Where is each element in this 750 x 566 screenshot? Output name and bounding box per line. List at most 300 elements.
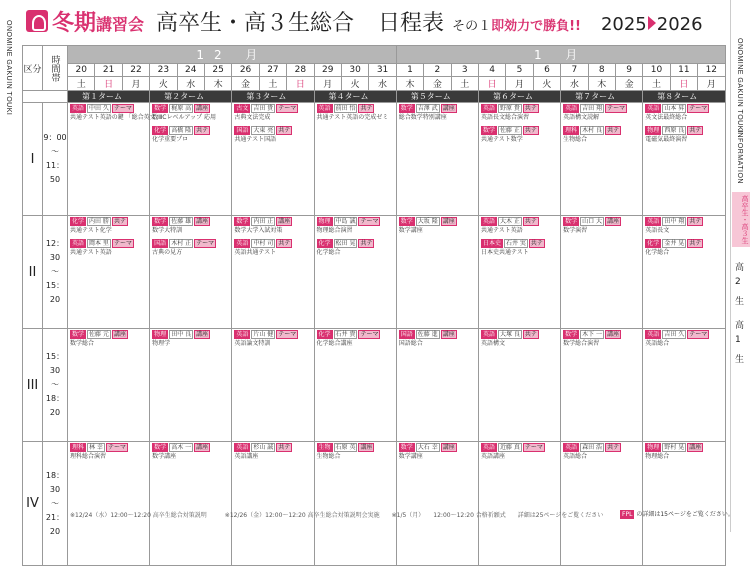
- lecture-cell: [643, 103, 725, 216]
- subject-tag: 英語: [565, 444, 578, 451]
- subject-tag: 化学: [318, 240, 331, 247]
- lecture-entry[interactable]: [317, 239, 394, 257]
- day-number: 28: [287, 64, 314, 77]
- course-kind-tag: 講座: [689, 444, 702, 451]
- course-kind-tag: 共テ: [278, 444, 291, 451]
- course-kind-tag: テーマ: [107, 444, 126, 451]
- legend-tag: FPL: [622, 511, 633, 518]
- day-of-week: 日: [95, 77, 122, 91]
- lecture-title: 数学演習: [563, 227, 588, 234]
- day-number: 11: [670, 64, 697, 77]
- lecture-title: 英語講座: [234, 453, 259, 460]
- teacher-name: 中村 司: [253, 240, 274, 247]
- lecture-cell: [396, 103, 478, 216]
- period-number: III: [23, 329, 43, 442]
- lecture-cell: [478, 329, 560, 442]
- teacher-name: 松田 晃: [335, 240, 356, 247]
- term-header: 第５ターム: [396, 91, 478, 103]
- lecture-entry[interactable]: [234, 239, 311, 257]
- lecture-entry[interactable]: [234, 330, 311, 348]
- day-number: 30: [341, 64, 368, 77]
- lecture-title: 数学講座: [398, 453, 423, 460]
- lecture-cell: [561, 216, 643, 329]
- day-number: 31: [369, 64, 396, 77]
- lecture-title: 共通テスト数学: [480, 136, 523, 143]
- lecture-cell: [314, 329, 396, 442]
- lecture-tags: [317, 104, 394, 113]
- lecture-entry[interactable]: [399, 104, 476, 122]
- period-number: II: [23, 216, 43, 329]
- subject-tag: 物理: [647, 444, 660, 451]
- period-time-start: 15：30: [45, 352, 65, 375]
- course-kind-tag: 共テ: [689, 218, 702, 225]
- lecture-cell: [643, 442, 725, 566]
- day-of-week: 日: [478, 77, 505, 91]
- lecture-entry[interactable]: [70, 443, 147, 461]
- lecture-tags: [317, 330, 394, 339]
- lecture-entry[interactable]: [563, 443, 640, 461]
- lecture-tags: [234, 104, 311, 113]
- lecture-tags: [645, 239, 722, 248]
- lecture-entry[interactable]: [645, 104, 722, 122]
- day-of-week: 火: [533, 77, 560, 91]
- day-number: 6: [533, 64, 560, 77]
- subject-tag: 理科: [72, 444, 85, 451]
- subject-tag: 英語: [72, 105, 85, 112]
- term-header: 第３ターム: [232, 91, 314, 103]
- right-side-info: INFORMATION: [736, 130, 743, 184]
- subject-tag: 国語: [236, 127, 249, 134]
- day-number: 1: [396, 64, 423, 77]
- lecture-title: 国語総合: [398, 340, 423, 347]
- teacher-name: 内田 勝: [89, 218, 109, 225]
- subject-tag: 英語: [482, 331, 495, 338]
- teacher-name: 林 幸: [89, 444, 103, 451]
- course-kind-tag: テーマ: [278, 105, 297, 112]
- lecture-title: 共通テスト英語: [70, 249, 112, 256]
- course-kind-tag: 講座: [442, 331, 455, 338]
- subject-tag: 日本史: [482, 240, 501, 247]
- lecture-title: 共通テスト化学: [70, 227, 112, 234]
- page-header: [52, 6, 703, 40]
- lecture-cell: [478, 442, 560, 566]
- day-of-week: 日: [670, 77, 697, 91]
- lecture-title: 電磁気最終演習: [645, 136, 688, 143]
- teacher-name: 吉澤 武: [417, 105, 438, 112]
- course-kind-tag: テーマ: [360, 218, 379, 225]
- period-time-tilde: 〜: [51, 498, 59, 508]
- subject-tag: 化学: [318, 331, 331, 338]
- teacher-name: 大坂 隆: [417, 218, 438, 225]
- course-kind-tag: 講座: [442, 444, 455, 451]
- term-header: 第１ターム: [68, 91, 150, 103]
- lecture-tags: [234, 239, 311, 248]
- lecture-title: 数学総合演習: [563, 340, 600, 347]
- period-time: [43, 442, 68, 566]
- lecture-title: 共通テスト英語: [480, 227, 523, 234]
- lecture-entry[interactable]: [563, 126, 640, 144]
- day-of-week: 火: [150, 77, 177, 91]
- teacher-name: 内田 正: [253, 218, 274, 225]
- term-header: 第７ターム: [561, 91, 643, 103]
- day-number: 22: [122, 64, 149, 77]
- period-number: IV: [23, 442, 43, 566]
- teacher-name: 吉田 久: [664, 331, 685, 338]
- day-of-week: 月: [314, 77, 341, 91]
- lecture-cell: [150, 216, 232, 329]
- lecture-tags: [234, 217, 311, 226]
- lecture-entry[interactable]: [563, 330, 640, 348]
- lecture-entry[interactable]: [234, 104, 311, 122]
- day-number: 2: [424, 64, 451, 77]
- term-header: 第２ターム: [150, 91, 232, 103]
- lecture-title: 数学講座: [152, 453, 177, 460]
- day-number: 26: [232, 64, 259, 77]
- day-number: 29: [314, 64, 341, 77]
- lecture-tags: [563, 104, 640, 113]
- lecture-title: 共通テスト国語: [234, 136, 277, 143]
- teacher-name: 佐藤 雄: [171, 218, 192, 225]
- lecture-entry[interactable]: [70, 330, 147, 348]
- period-number: I: [23, 103, 43, 216]
- lecture-cell: [396, 216, 478, 329]
- lecture-tags: [481, 217, 558, 226]
- term-row: [23, 91, 726, 103]
- teacher-name: 金井 晃: [664, 240, 685, 247]
- lecture-tags: [152, 217, 229, 226]
- teacher-name: 木村 正: [171, 240, 192, 247]
- g1-char-3: 生: [735, 355, 745, 365]
- lecture-entry[interactable]: [317, 330, 394, 348]
- course-kind-tag: 講座: [196, 105, 209, 112]
- subject-tag: 英語: [236, 331, 249, 338]
- lecture-entry[interactable]: [645, 330, 722, 348]
- period-body: [23, 103, 726, 566]
- course-kind-tag: 講座: [442, 218, 455, 225]
- lecture-title: 数ⅢCレベルアップ 応用: [152, 114, 216, 121]
- course-kind-tag: 共テ: [278, 240, 291, 247]
- lecture-entry[interactable]: [152, 239, 229, 257]
- day-number: 21: [95, 64, 122, 77]
- course-kind-tag: 共テ: [530, 240, 543, 247]
- lecture-entry[interactable]: [152, 126, 229, 144]
- lecture-cell: [150, 103, 232, 216]
- lecture-tags: [481, 443, 558, 452]
- lecture-title: 化学総合: [645, 249, 670, 256]
- g1-char-1: 高: [735, 321, 745, 331]
- period-time-end: 21：20: [45, 512, 65, 536]
- lecture-tags: [645, 104, 722, 113]
- day-number: 24: [177, 64, 204, 77]
- g1-char-2: 1: [735, 335, 741, 345]
- lecture-entry[interactable]: [563, 217, 640, 235]
- course-kind-tag: 共テ: [689, 240, 702, 247]
- period-time-end: 11：50: [45, 161, 65, 184]
- period-time-start: 9：00: [43, 133, 67, 142]
- lecture-entry[interactable]: [317, 217, 394, 235]
- lecture-tags: [481, 330, 558, 339]
- day-number: 12: [698, 64, 725, 77]
- lecture-entry[interactable]: [481, 239, 558, 257]
- lecture-cell: [314, 216, 396, 329]
- lecture-title: 古典文法完成: [234, 114, 271, 121]
- lecture-entry[interactable]: [152, 330, 229, 348]
- teacher-name: 山本 昇: [664, 105, 685, 112]
- day-of-week: 水: [369, 77, 396, 91]
- lecture-entry[interactable]: [481, 217, 558, 235]
- teacher-name: 片山 健: [253, 331, 274, 338]
- day-of-week: 月: [506, 77, 533, 91]
- lecture-title: 共通テスト英語の完成ゼミ: [316, 114, 389, 121]
- course-kind-tag: テーマ: [689, 331, 708, 338]
- subject-tag: 数学: [154, 105, 167, 112]
- course-kind-tag: 講座: [278, 218, 291, 225]
- day-of-week: 金: [424, 77, 451, 91]
- lecture-title: 化学重要プロ: [152, 136, 189, 143]
- course-kind-tag: 共テ: [607, 127, 620, 134]
- lecture-tags: [645, 443, 722, 452]
- day-of-week: 金: [232, 77, 259, 91]
- legend-text: の詳細は15ページをご覧ください。: [636, 511, 734, 518]
- period-time-end: 15：20: [45, 281, 65, 304]
- lecture-tags: [152, 330, 229, 339]
- lecture-cell: [643, 216, 725, 329]
- course-kind-tag: 講座: [360, 444, 373, 451]
- lecture-entry[interactable]: [317, 104, 394, 122]
- lecture-title: 化学総合: [316, 249, 341, 256]
- teacher-name: 石原 英: [335, 444, 356, 451]
- lecture-entry[interactable]: [481, 443, 558, 461]
- lecture-entry[interactable]: [645, 126, 722, 144]
- corner-kubun: 区分: [23, 46, 43, 91]
- lecture-title: 理科総合演習: [70, 453, 107, 460]
- period-time-tilde: 〜: [51, 380, 59, 389]
- period-time-tilde: 〜: [51, 147, 59, 156]
- teacher-name: 石井 貴: [335, 331, 356, 338]
- lecture-title: 物理総合演習: [316, 227, 353, 234]
- period-row: [23, 329, 726, 442]
- subject-tag: 英語: [647, 331, 660, 338]
- day-number: 8: [588, 64, 615, 77]
- lecture-entry[interactable]: [399, 217, 476, 235]
- subject-tag: 国語: [154, 240, 167, 247]
- lecture-entry[interactable]: [152, 104, 229, 122]
- teacher-name: 中田 久: [89, 105, 109, 112]
- lecture-cell: [561, 442, 643, 566]
- lecture-title: 英文法最終総合: [645, 114, 688, 121]
- lecture-entry[interactable]: [152, 217, 229, 235]
- lecture-title: 英語講座: [480, 453, 505, 460]
- teacher-name: 木下 一: [582, 331, 603, 338]
- lecture-entry[interactable]: [234, 217, 311, 235]
- course-kind-tag: テーマ: [113, 105, 132, 112]
- lecture-title: 英語長文: [645, 227, 670, 234]
- day-of-week: 金: [615, 77, 642, 91]
- period-time-tilde: 〜: [51, 267, 59, 276]
- subject-tag: 数学: [400, 218, 413, 225]
- lecture-title: 古典の見方: [152, 249, 183, 256]
- lecture-tags: [563, 217, 640, 226]
- teacher-name: 前田 悟: [335, 105, 356, 112]
- day-number-row: [23, 64, 726, 77]
- subject-tag: 物理: [647, 127, 660, 134]
- lecture-entry[interactable]: [234, 126, 311, 144]
- lecture-entry[interactable]: [645, 217, 722, 235]
- teacher-name: 大木 正: [499, 218, 520, 225]
- subject-tag: 数学: [154, 444, 167, 451]
- course-kind-tag: 講座: [113, 331, 126, 338]
- schedule-title: 日程表: [378, 11, 445, 36]
- period-row: [23, 216, 726, 329]
- lecture-entry[interactable]: [481, 104, 558, 122]
- day-of-week: 木: [204, 77, 231, 91]
- day-number: 25: [204, 64, 231, 77]
- lecture-entry[interactable]: [399, 330, 476, 348]
- course-kind-tag: テーマ: [689, 105, 708, 112]
- lecture-title: 日本史共通テスト: [480, 249, 529, 256]
- lecture-entry[interactable]: [152, 443, 229, 461]
- course-kind-tag: 共テ: [196, 127, 209, 134]
- subject-tag: 物理: [154, 331, 167, 338]
- left-side-text: ONOMINE GAKUIN TOUKI: [5, 20, 12, 116]
- schedule-table: [22, 45, 726, 566]
- day-number: 27: [259, 64, 286, 77]
- subject-tag: 英語: [482, 444, 495, 451]
- day-of-week: 水: [177, 77, 204, 91]
- lecture-cell: [561, 329, 643, 442]
- subject-tag: 数学: [565, 331, 578, 338]
- lecture-title: 英語論文特訓: [234, 340, 271, 347]
- lecture-title: 数学大学入試対策: [234, 227, 283, 234]
- lecture-title: 物理学: [152, 340, 171, 347]
- lecture-entry[interactable]: [70, 217, 147, 235]
- term-header: 第６ターム: [478, 91, 560, 103]
- lecture-tags: [399, 104, 476, 113]
- teacher-name: 杉山 誠: [253, 444, 274, 451]
- lecture-title: 共通テスト英語の鍵 「総合英文」: [70, 114, 162, 121]
- arrow-right-icon: [648, 16, 656, 30]
- lecture-tags: [70, 443, 147, 452]
- lecture-entry[interactable]: [317, 443, 394, 461]
- day-number: 3: [451, 64, 478, 77]
- lecture-tags: [70, 239, 147, 248]
- subject-tag: 英語: [482, 218, 495, 225]
- lecture-cell: [314, 103, 396, 216]
- day-number: 20: [68, 64, 95, 77]
- period-time: [43, 329, 68, 442]
- lecture-title: 数学講座: [398, 227, 423, 234]
- lecture-cell: [150, 329, 232, 442]
- course-kind-tag: 共テ: [278, 127, 291, 134]
- course-kind-tag: テーマ: [113, 240, 132, 247]
- teacher-name: 野村 晃: [664, 444, 685, 451]
- day-of-week: 木: [588, 77, 615, 91]
- lecture-cell: [68, 442, 150, 566]
- lecture-entry[interactable]: [563, 104, 640, 122]
- subject-tag: 英語: [482, 105, 495, 112]
- day-of-week: 月: [698, 77, 725, 91]
- g2-char-2: 2: [735, 277, 741, 287]
- tagline: 即効力で勝負!!: [491, 19, 581, 34]
- lecture-title: 英語構文: [480, 340, 505, 347]
- lecture-tags: [399, 217, 476, 226]
- month-december: 12 月: [68, 46, 397, 64]
- lecture-title: 英語総合: [645, 340, 670, 347]
- subject-tag: 英語: [236, 444, 249, 451]
- title-sub: 講習会: [96, 15, 145, 34]
- day-number: 7: [561, 64, 588, 77]
- lecture-tags: [152, 443, 229, 452]
- lecture-entry[interactable]: [481, 330, 558, 348]
- lecture-entry[interactable]: [481, 126, 558, 144]
- teacher-name: 佐藤 進: [417, 331, 438, 338]
- g2-char-3: 生: [735, 297, 745, 307]
- lecture-cell: [478, 216, 560, 329]
- teacher-name: 田中 翔: [664, 218, 685, 225]
- lecture-entry[interactable]: [645, 239, 722, 257]
- lecture-cell: [643, 329, 725, 442]
- course-kind-tag: 共テ: [360, 240, 373, 247]
- subject-tag: 化学: [154, 127, 167, 134]
- teacher-name: 田中 良: [171, 331, 192, 338]
- lecture-tags: [563, 126, 640, 135]
- teacher-name: 佐藤 元: [89, 331, 109, 338]
- lecture-title: 生物総合: [316, 453, 341, 460]
- lecture-tags: [234, 126, 311, 135]
- lecture-tags: [234, 443, 311, 452]
- lecture-entry[interactable]: [645, 443, 722, 461]
- course-kind-tag: テーマ: [607, 105, 626, 112]
- lecture-cell: [478, 103, 560, 216]
- teacher-name: 大石 幸: [417, 444, 438, 451]
- period-time-start: 12：30: [45, 239, 65, 262]
- lecture-entry[interactable]: [70, 239, 147, 257]
- day-of-week: 土: [68, 77, 95, 91]
- subject-tag: 数学: [154, 218, 167, 225]
- lecture-title: 英語総合: [563, 453, 588, 460]
- lecture-entry[interactable]: [399, 443, 476, 461]
- subject-tag: 理科: [565, 127, 578, 134]
- term-header: 第８ターム: [643, 91, 725, 103]
- teacher-name: 吉田 貴: [253, 105, 274, 112]
- year-from: 2025: [600, 14, 647, 35]
- subject-tag: 英語: [647, 218, 660, 225]
- teacher-name: 野原 貴: [499, 105, 520, 112]
- lecture-cell: [396, 329, 478, 442]
- day-number: 9: [615, 64, 642, 77]
- lecture-tags: [563, 443, 640, 452]
- subject-tag: 数学: [72, 331, 85, 338]
- lecture-tags: [234, 330, 311, 339]
- course-kind-tag: テーマ: [360, 331, 379, 338]
- teacher-name: 近藤 真: [499, 444, 520, 451]
- course-title: 高卒生・高３生総合: [156, 11, 355, 36]
- teacher-name: 吉田 翔: [582, 105, 603, 112]
- term-corner: [23, 91, 68, 103]
- day-of-week: 土: [643, 77, 670, 91]
- lecture-title: 数学総合: [70, 340, 95, 347]
- lecture-entry[interactable]: [234, 443, 311, 461]
- lecture-title: 化学総合講座: [316, 340, 353, 347]
- teacher-name: 高木 一: [171, 444, 192, 451]
- lecture-tags: [399, 443, 476, 452]
- lecture-tags: [481, 239, 558, 248]
- subject-tag: 化学: [647, 240, 660, 247]
- right-side-top-text: ONOMINE GAKUIN TOUKI: [736, 38, 743, 134]
- lecture-tags: [563, 330, 640, 339]
- day-of-week-row: [23, 77, 726, 91]
- subject-tag: 英語: [318, 105, 331, 112]
